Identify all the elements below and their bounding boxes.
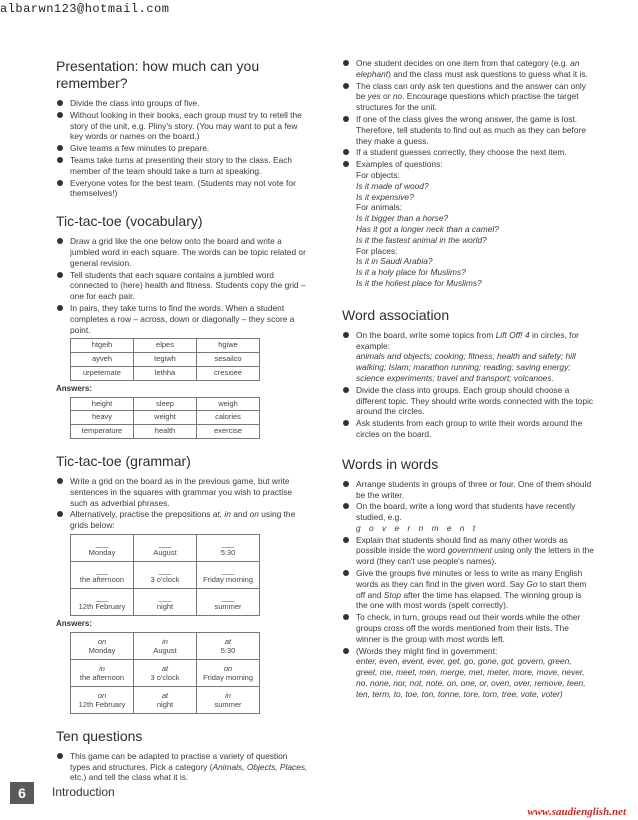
example-question: Is it expensive? xyxy=(356,191,414,202)
section-heading: Tic-tac-toe (vocabulary) xyxy=(56,213,203,230)
list-item: Ask students from each group to write their words around the circles on the board. xyxy=(342,418,594,440)
answers-grid xyxy=(70,632,260,714)
bullet-icon xyxy=(343,161,349,167)
bullet-icon xyxy=(343,83,349,89)
bullet-icon xyxy=(57,238,63,244)
example-label: For places: xyxy=(356,245,398,256)
spaced-word: g o v e r n m e n t xyxy=(356,522,476,533)
example-question: Is it a holy place for Muslims? xyxy=(356,267,466,278)
list-item: Divide the class into groups. Each group should choose a different topic. They should write words connected with the topic around the circles. xyxy=(342,385,594,417)
bullet-icon xyxy=(343,332,349,338)
watermark-email: albarwn123@hotmail.com xyxy=(0,2,170,16)
grid-cell: ___ 12th February xyxy=(71,588,134,615)
list-item: Give teams a few minutes to prepare. xyxy=(56,143,308,154)
bullet-icon xyxy=(343,503,349,509)
grid-cell: ayveh xyxy=(71,353,134,367)
grid-cell: on Monday xyxy=(71,632,134,659)
list-item: The class can only ask ten questions and the answer can only be yes or no. Encourage questions which practise the target structures for the unit. xyxy=(342,81,594,113)
bullet-icon xyxy=(343,570,349,576)
example-question: Is it bigger than a horse? xyxy=(356,213,449,224)
list-item: On the board, write some topics from Lift Off! 4 in circles, for example: animals and objects; cooking; fitness, health and safety; hill walking; Islam; marathon running; reading; saving energy; science experiments; travel and transport; volcanoes. xyxy=(342,330,594,384)
list-item: Tell students that each square contains a jumbled word connected to (here) health and fitness. Students copy the grid – one for each pair. xyxy=(56,270,308,302)
grid-cell: sesailco xyxy=(197,353,260,367)
section-heading: Presentation: how much can you remember? xyxy=(56,58,260,91)
bullet-icon xyxy=(57,145,63,151)
website-url: www.saudienglish.net xyxy=(527,806,626,818)
grid-cell: on Friday morning xyxy=(197,659,260,686)
grid-cell: heavy xyxy=(71,411,134,425)
section-heading: Word association xyxy=(342,306,450,323)
presentation-section xyxy=(56,58,308,199)
word-association-section xyxy=(342,307,594,440)
example-question: Is it the fastest animal in the world? xyxy=(356,234,487,245)
list-item: Give the groups five minutes or less to write as many English words as they can find in the given word. Say Go to start them off and Stop after the time has elapsed. The winning group is the one with most words (spelt correctly). xyxy=(342,568,594,611)
grid-cell: ___ 5:30 xyxy=(197,534,260,561)
bullet-icon xyxy=(57,272,63,278)
list-item: One student decides on one item from that category (e.g. an elephant) and the class must ask questions to guess what it is. xyxy=(342,58,594,80)
words-in-words-section xyxy=(342,456,594,700)
grid-cell: ___ summer xyxy=(197,588,260,615)
bullet-icon xyxy=(343,387,349,393)
list-item: Without looking in their books, each group must try to retell the story of the unit, e.g. Pliny's story. (You may want to put a few key words or names on the board.) xyxy=(56,110,308,142)
bullet-icon xyxy=(343,420,349,426)
example-question: Is it made of wood? xyxy=(356,180,429,191)
grid-cell: at 3 o'clock xyxy=(134,659,197,686)
list-item: This game can be adapted to practise a variety of question types and structures. Pick a category (Animals, Objects, Places, etc.) and tell the class what it is. xyxy=(56,751,308,783)
ten-questions-section xyxy=(56,728,308,783)
grid-cell: health xyxy=(134,425,197,439)
bullet-icon xyxy=(343,116,349,122)
list-item: (Words they might find in government: enter, even, event, ever, get, go, gone, got, govern, green, greet, me, meet, men, merge, met, meter, more, move, never, no, none, nor, not, note, on, one, or, oven, over, remove, teen, ten, term, to, toe, ton, tonne, tore, torn, tree, vote, voter) xyxy=(342,646,594,700)
bullet-icon xyxy=(343,614,349,620)
grid-cell: at night xyxy=(134,686,197,713)
jumbled-word-grid xyxy=(70,338,260,380)
grid-cell: at 5:30 xyxy=(197,632,260,659)
list-item: In pairs, they take turns to find the words. When a student completes a row – across, down or diagonally – they score a point. htgeih elpes hgiwe ayveh tegiwh sesailco urpetemate lethha cresxiee Answers: height sleep weigh heavy weight calories temperature health exercise xyxy=(56,303,308,439)
grid-cell: ___ 3 o'clock xyxy=(134,561,197,588)
grid-cell: ___ Monday xyxy=(71,534,134,561)
grid-cell: ___ Friday morning xyxy=(197,561,260,588)
example-question: Has it got a longer neck than a camel? xyxy=(356,223,499,234)
example-question: Is it in Saudi Arabia? xyxy=(356,256,433,267)
grid-cell: in the afternoon xyxy=(71,659,134,686)
list-item: On the board, write a long word that students have recently studied, e.g. g o v e r n m e n t xyxy=(342,501,594,533)
bullet-icon xyxy=(343,481,349,487)
bullet-icon xyxy=(343,60,349,66)
section-heading: Tic-tac-toe (grammar) xyxy=(56,452,191,469)
list-item: Alternatively, practise the prepositions at, in and on using the grids below: ___ Monday ___ August ___ 5:30 ___ the afternoon ___ 3 o'clock ___ Friday morning ___ 12th February ___ night ___ summer Answers: on Monday in August at 5:30 in the afternoon at 3 o'clock on Friday morning on 12th February at night in summer xyxy=(56,509,308,713)
answers-label: Answers: xyxy=(56,383,93,393)
page-number: 6 xyxy=(10,782,34,804)
tictac-grammar-section xyxy=(56,453,308,714)
bullet-icon xyxy=(57,157,63,163)
bullet-icon xyxy=(343,648,349,654)
grid-cell: cresxiee xyxy=(197,366,260,380)
grid-cell: sleep xyxy=(134,397,197,411)
bullet-icon xyxy=(343,149,349,155)
bullet-icon xyxy=(57,100,63,106)
example-question: Is it the holiest place for Muslims? xyxy=(356,277,482,288)
answers-grid xyxy=(70,397,260,439)
grid-cell: exercise xyxy=(197,425,260,439)
grid-cell: weight xyxy=(134,411,197,425)
ten-questions-continued xyxy=(342,58,594,289)
grid-cell: calories xyxy=(197,411,260,425)
bullet-icon xyxy=(57,305,63,311)
grid-cell: in summer xyxy=(197,686,260,713)
preposition-grid xyxy=(70,534,260,616)
tictac-vocab-section xyxy=(56,213,308,439)
list-item: Draw a grid like the one below onto the board and write a jumbled word in each square. The words can be topic related or general revision. xyxy=(56,236,308,268)
grid-cell: in August xyxy=(134,632,197,659)
bullet-icon xyxy=(57,180,63,186)
list-item: If one of the class gives the wrong answer, the game is lost. Therefore, tell students to find out as much as they can before they make a guess. xyxy=(342,114,594,146)
grid-cell: htgeih xyxy=(71,339,134,353)
grid-cell: ___ night xyxy=(134,588,197,615)
bullet-icon xyxy=(343,537,349,543)
grid-cell: urpetemate xyxy=(71,366,134,380)
grid-cell: tegiwh xyxy=(134,353,197,367)
list-item: To check, in turn, groups read out their words while the other groups cross off the words mentioned from their lists. The winner is the group with most words left. xyxy=(342,612,594,644)
bullet-icon xyxy=(57,511,63,517)
footer-section-title: Introduction xyxy=(52,785,115,799)
example-label: For animals: xyxy=(356,202,403,213)
grid-cell: height xyxy=(71,397,134,411)
list-item: Examples of questions: For objects: Is it made of wood? Is it expensive? For animals: Is it bigger than a horse? Has it got a longer neck than a camel? Is it the fastest animal in the world? For places: Is it in Saudi Arabia? Is it a holy place for Muslims? Is it the holiest place for Muslims? xyxy=(342,159,594,289)
bullet-icon xyxy=(57,753,63,759)
section-heading: Ten questions xyxy=(56,727,143,744)
bullet-icon xyxy=(57,112,63,118)
list-item: Write a grid on the board as in the previous game, but write sentences in the squares with grammar you wish to practise such as adverbial phrases. xyxy=(56,476,308,508)
list-item: Arrange students in groups of three or four. One of them should be the writer. xyxy=(342,479,594,501)
section-heading: Words in words xyxy=(342,455,439,472)
list-item: Everyone votes for the best team. (Students may not vote for themselves!) xyxy=(56,178,308,200)
found-words: enter, even, event, ever, get, go, gone, got, govern, green, greet, me, meet, men, merge, met, meter, more, move, never, no, none, nor, not, note, on, one, or, oven, over, remove, teen, ten, term, to, toe, ton, tonne, tore, torn, tree, vote, voter) xyxy=(356,656,586,699)
grid-cell: lethha xyxy=(134,366,197,380)
grid-cell: temperature xyxy=(71,425,134,439)
topic-list: animals and objects; cooking; fitness, health and safety; hill walking; Islam; marathon running; reading; saving energy; science experiments; travel and transport; volcanoes. xyxy=(356,351,576,383)
list-item: Divide the class into groups of five. xyxy=(56,98,308,109)
grid-cell: elpes xyxy=(134,339,197,353)
grid-cell: hgiwe xyxy=(197,339,260,353)
grid-cell: on 12th February xyxy=(71,686,134,713)
example-label: For objects: xyxy=(356,169,400,180)
left-column xyxy=(56,58,308,797)
grid-cell: ___ August xyxy=(134,534,197,561)
bullet-icon xyxy=(57,478,63,484)
list-item: Explain that students should find as many other words as possible inside the word government using only the letters in the word (they can't use people's names). xyxy=(342,535,594,567)
list-item: Teams take turns at presenting their story to the class. Each member of the team should take a turn at speaking. xyxy=(56,155,308,177)
answers-label: Answers: xyxy=(56,618,93,628)
grid-cell: ___ the afternoon xyxy=(71,561,134,588)
grid-cell: weigh xyxy=(197,397,260,411)
list-item: If a student guesses correctly, they choose the next item. xyxy=(342,147,594,158)
right-column xyxy=(342,58,594,714)
